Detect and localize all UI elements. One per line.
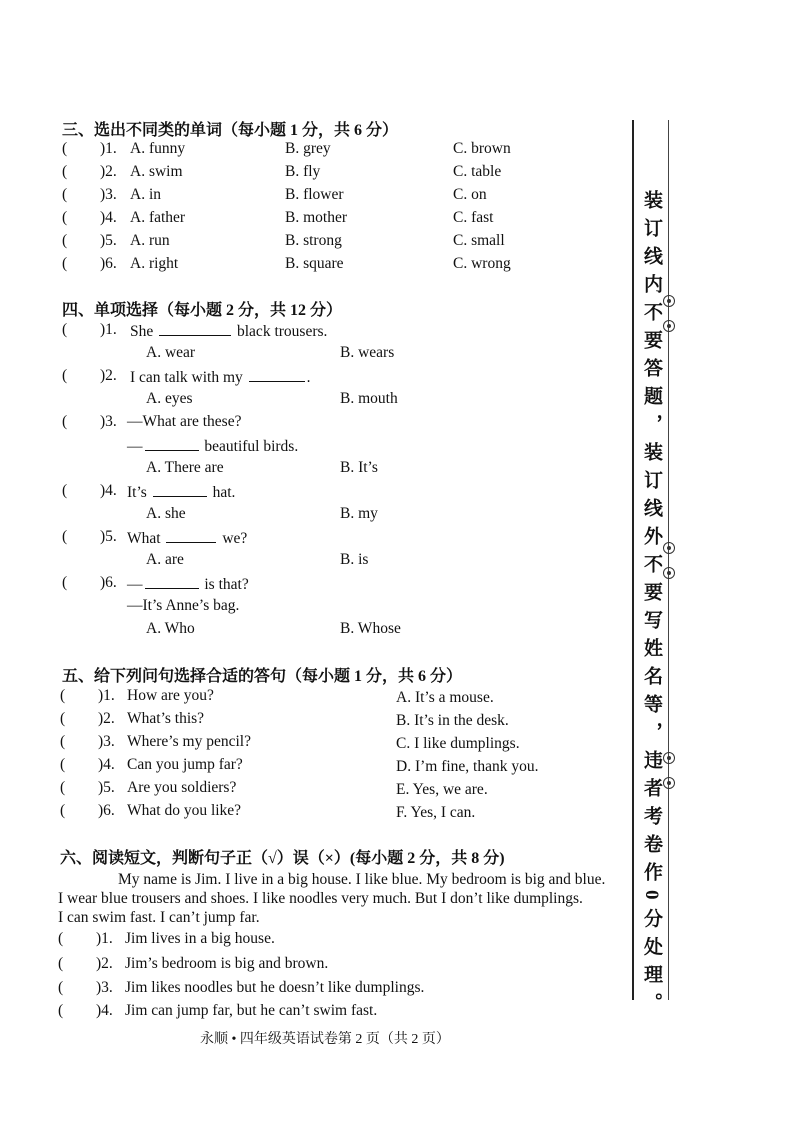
answer-paren[interactable]: ( [58,1002,64,1019]
answer-option: E. Yes, we are. [396,781,488,798]
question-number: )2. [100,163,117,180]
option-b: B. flower [285,186,344,203]
option-b: B. It’s [340,459,378,476]
section3-title: 三、选出不同类的单词（每小题 1 分，共 6 分） [62,122,399,139]
question-number: )3. [96,979,113,996]
statement-text: Jim can jump far, but he can’t swim fast. [125,1002,378,1019]
question-text: How are you? [127,687,214,704]
question-number: )1. [96,930,113,947]
option-b: B. Whose [340,620,401,637]
list-item [0,255,600,277]
answer-paren[interactable]: ( [60,710,66,727]
answer-paren[interactable]: ( [62,163,68,180]
question-number: )2. [98,710,115,727]
option-a: A. run [130,232,170,249]
list-item [0,733,600,755]
question-number: )4. [100,482,117,499]
option-b: B. square [285,255,344,272]
option-b: B. fly [285,163,321,180]
answer-paren[interactable]: ( [62,186,68,203]
option-a: A. There are [146,459,224,476]
option-a: A. Who [146,620,195,637]
answer-paren[interactable]: ( [62,140,68,157]
answer-paren[interactable]: ( [60,779,66,796]
answer-paren[interactable]: ( [58,955,64,972]
question-number: )3. [100,413,117,430]
option-b: B. my [340,505,378,522]
list-item [0,756,600,778]
answer-paren[interactable]: ( [60,733,66,750]
option-a: A. in [130,186,161,203]
question-text: — is that? [127,576,249,593]
passage-line: My name is Jim. I live in a big house. I like blue. My bedroom is big and blue. [118,871,606,888]
answer-paren[interactable]: ( [62,413,68,430]
answer-blank[interactable] [249,367,305,382]
answer-blank[interactable] [153,482,207,497]
question-number: )2. [96,955,113,972]
question-text: —What are these? [127,413,242,430]
answer-paren[interactable]: ( [62,209,68,226]
list-item [0,710,600,732]
answer-option: A. It’s a mouse. [396,689,494,706]
question-number: )4. [100,209,117,226]
section5-title: 五、给下列问句选择合适的答句（每小题 1 分，共 6 分） [62,668,463,685]
list-item [0,232,600,254]
question-number: )4. [96,1002,113,1019]
answer-option: B. It’s in the desk. [396,712,509,729]
question-text: She black trousers. [130,323,328,340]
list-item [0,979,600,1001]
section6-title: 六、阅读短文，判断句子正（√）误（×）(每小题 2 分，共 8 分) [60,850,505,867]
list-item [0,1002,600,1024]
question-number: )4. [98,756,115,773]
option-a: A. she [146,505,186,522]
answer-blank[interactable] [166,528,216,543]
option-a: A. eyes [146,390,193,407]
answer-paren[interactable]: ( [60,756,66,773]
statement-text: Jim lives in a big house. [125,930,275,947]
question-number: )5. [100,232,117,249]
question-text: Are you soldiers? [127,779,237,796]
option-a: A. are [146,551,184,568]
answer-blank[interactable] [145,436,199,451]
option-a: A. swim [130,163,183,180]
list-item [0,687,600,709]
question-number: )2. [100,367,117,384]
passage-line: I can swim fast. I can’t jump far. [58,909,260,926]
question-text: Can you jump far? [127,756,243,773]
answer-paren[interactable]: ( [62,232,68,249]
list-item [0,186,600,208]
question-number: )1. [100,140,117,157]
binding-margin-notice: 装订线内不要答题，装订线外不要写姓名等，违者考卷作0分处理。 [641,190,662,1021]
passage-line: I wear blue trousers and shoes. I like noodles very much. But I don’t like dumplings. [58,890,583,907]
option-c: C. small [453,232,505,249]
answer-paren[interactable]: ( [62,321,68,338]
question-text: What we? [127,530,248,547]
question-number: )3. [98,733,115,750]
question-number: )5. [98,779,115,796]
reading-passage [58,870,606,927]
question-number: )1. [98,687,115,704]
answer-paren[interactable]: ( [58,930,64,947]
statement-text: Jim’s bedroom is big and brown. [125,955,329,972]
answer-paren[interactable]: ( [58,979,64,996]
binding-line [632,120,634,1000]
list-item [0,955,600,977]
list-item [0,802,600,824]
answer-paren[interactable]: ( [62,528,68,545]
question-number: )6. [98,802,115,819]
list-item [0,779,600,801]
option-a: A. right [130,255,179,272]
answer-paren[interactable]: ( [60,802,66,819]
page-footer: 永顺 • 四年级英语试卷第 2 页（共 2 页） [200,1032,450,1047]
answer-blank[interactable] [159,321,231,336]
list-item [0,209,600,231]
question-text: — beautiful birds. [127,438,299,455]
question-number: )1. [100,321,117,338]
question-text: It’s hat. [127,484,236,501]
answer-paren[interactable]: ( [62,255,68,272]
answer-paren[interactable]: ( [60,687,66,704]
list-item [0,163,600,185]
option-b: B. grey [285,140,331,157]
answer-option: C. I like dumplings. [396,735,520,752]
question-number: )5. [100,528,117,545]
option-c: C. on [453,186,487,203]
binding-line-inner [668,120,669,1000]
question-text: I can talk with my . [130,369,311,386]
list-item [0,140,600,162]
list-item [0,930,600,952]
statement-text: Jim likes noodles but he doesn’t like dumplings. [125,979,425,996]
option-c: C. table [453,163,502,180]
question-text: Where’s my pencil? [127,733,251,750]
option-a: A. wear [146,344,196,361]
option-b: B. is [340,551,369,568]
answer-paren[interactable]: ( [62,367,68,384]
option-b: B. mouth [340,390,398,407]
section4-title: 四、单项选择（每小题 2 分，共 12 分） [62,302,343,319]
option-a: A. funny [130,140,186,157]
question-number: )6. [100,574,117,591]
question-number: )3. [100,186,117,203]
option-b: B. wears [340,344,395,361]
option-c: C. brown [453,140,511,157]
question-number: )6. [100,255,117,272]
answer-option: D. I’m fine, thank you. [396,758,539,775]
answer-blank[interactable] [145,574,199,589]
option-a: A. father [130,209,186,226]
option-b: B. mother [285,209,347,226]
option-c: C. fast [453,209,494,226]
answer-paren[interactable]: ( [62,574,68,591]
question-text: —It’s Anne’s bag. [127,597,240,614]
answer-option: F. Yes, I can. [396,804,476,821]
answer-paren[interactable]: ( [62,482,68,499]
option-c: C. wrong [453,255,511,272]
option-b: B. strong [285,232,342,249]
question-text: What do you like? [127,802,242,819]
question-text: What’s this? [127,710,205,727]
